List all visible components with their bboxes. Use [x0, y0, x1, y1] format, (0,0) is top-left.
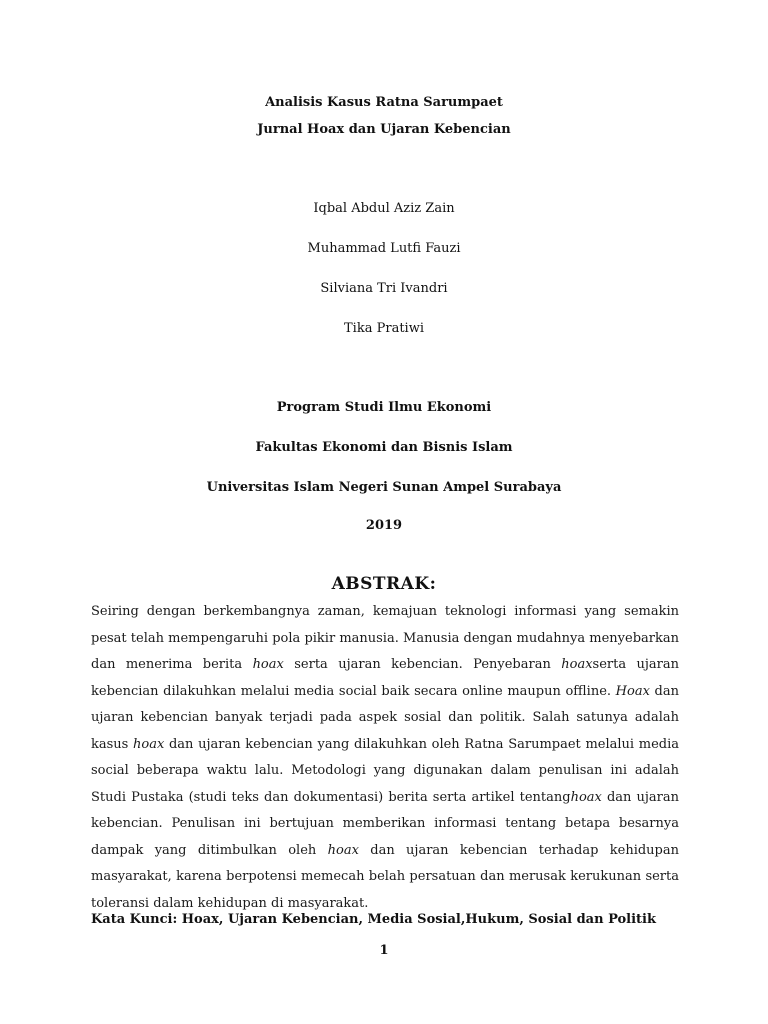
university-name: Universitas Islam Negeri Sunan Ampel Surabaya — [206, 480, 562, 495]
page-number: 1 — [379, 943, 389, 958]
abstract-italic-term: hoax — [570, 789, 602, 805]
author-2: Muhammad Lutfi Fauzi — [307, 241, 461, 256]
keywords: Kata Kunci: Hoax, Ujaran Kebencian, Media Sosial,Hukum, Sosial dan Politik — [91, 912, 657, 927]
abstract-text: Seiring dengan berkembangnya zaman, kemajuan teknologi informasi yang semakin pesat telah mempengaruhi pola pikir manusia. Manusia dengan mudahnya menyebarkan dan menerima berita — [91, 604, 679, 672]
title-line-1: Analisis Kasus Ratna Sarumpaet — [265, 95, 503, 110]
abstract-heading: ABSTRAK: — [331, 574, 437, 594]
author-4: Tika Pratiwi — [344, 321, 424, 336]
program-name: Program Studi Ilmu Ekonomi — [276, 400, 492, 415]
year: 2019 — [365, 518, 403, 533]
author-1: Iqbal Abdul Aziz Zain — [313, 201, 455, 216]
abstract-text: serta ujaran kebencian dilakuhkan melalui media social baik secara online maupun offline. — [91, 657, 679, 699]
abstract-italic-term: hoax — [252, 657, 284, 672]
abstract-text: dan ujaran kebencian. Penulisan ini bertujuan memberikan informasi tentang betapa besarnya dampak yang ditimbulkan oleh — [91, 789, 680, 858]
abstract-text: dan ujaran kebencian banyak terjadi pada aspek sosial dan politik. Salah satunya adalah kasus — [91, 683, 679, 752]
abstract-text: dan ujaran kebencian terhadap kehidupan masyarakat, karena berpotensi memecah belah persatuan dan merusak kerukunan serta toleransi dalam kehidupan di masyarakat. — [91, 842, 679, 911]
abstract-italic-term: Hoax — [615, 683, 650, 699]
abstract-text: serta ujaran kebencian. Penyebaran — [283, 657, 562, 672]
abstract-italic-term: hoax — [133, 736, 165, 752]
abstract-italic-term: hoax — [327, 842, 359, 858]
author-3: Silviana Tri Ivandri — [320, 281, 448, 296]
faculty-name: Fakultas Ekonomi dan Bisnis Islam — [255, 440, 513, 455]
abstract-body — [91, 599, 679, 917]
abstract-italic-term: hoax — [561, 657, 593, 672]
abstract-text: dan ujaran kebencian yang dilakuhkan oleh Ratna Sarumpaet melalui media social beberapa waktu lalu. Metodologi yang digunakan dalam penulisan ini adalah Studi Pustaka (studi teks dan dokumentasi) berita serta artikel tentang — [91, 736, 679, 805]
title-line-2: Jurnal Hoax dan Ujaran Kebencian — [257, 122, 511, 137]
